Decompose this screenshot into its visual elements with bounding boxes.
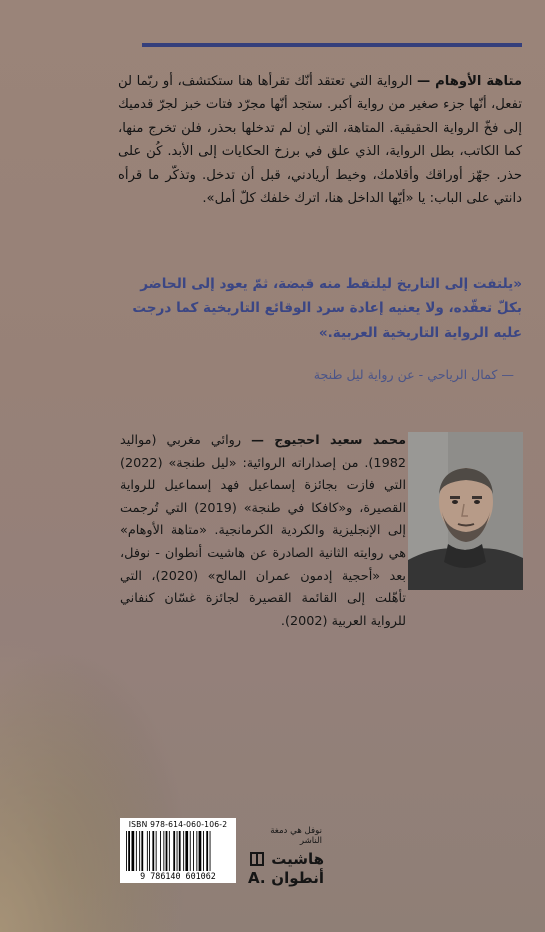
barcode-bar	[185, 831, 188, 871]
author-photo	[408, 432, 523, 590]
barcode-number: 9 786140 601062	[140, 871, 216, 881]
publisher-logo	[248, 850, 324, 890]
barcode-bar	[196, 831, 197, 871]
publisher-name-line2: أنطوان	[271, 869, 324, 887]
publisher-name-line1: هاشيت	[271, 850, 324, 868]
barcode-bar	[147, 831, 148, 871]
barcode-bar	[160, 831, 161, 871]
barcode-bar	[177, 831, 178, 871]
barcode-bar	[183, 831, 184, 871]
barcode-bar	[132, 831, 135, 871]
blurb-paragraph	[118, 70, 522, 210]
barcode-bar	[136, 831, 137, 871]
blurb-text: الرواية التي تعتقد أنّك تقرأها هنا ستكتشف، أو ربّما لن تفعل، أنّها جزء صغير من رواية أكبر. ستجد أنّها مجرّد فتات خبز لجرّ قدميك إلى فخّ الرواية الحقيقية. المتاهة، التي إن لم تدخلها بحذر، فلن تخرج منها، كما الكاتب، بطل الرواية، الذي علق في برزخ الحكايات إلى الأبد. كُن على حذر. جهّز أوراقك وأقلامك، وخيط أريادني، قبل أن تدخل. وتذكّر ما قرأه دانتي على الباب: يا «أيّها الداخل هنا، اترك خلفك كلّ أمل».	[118, 74, 522, 207]
publisher-mark-letter: A.	[248, 869, 266, 887]
barcode-bar	[199, 831, 202, 871]
barcode-bar	[139, 831, 140, 871]
author-name: محمد سعيد احجيوج —	[251, 433, 406, 448]
barcode-bar	[152, 831, 154, 871]
isbn-label: ISBN 978-614-060-106-2	[128, 820, 228, 829]
barcode-bar	[173, 831, 175, 871]
barcode-bar	[169, 831, 170, 871]
publisher-mark-icon	[250, 852, 264, 866]
barcode-block	[120, 818, 236, 883]
top-rule	[142, 43, 522, 47]
barcode-bar	[166, 831, 168, 871]
quote-attribution: — كمال الرياحي - عن رواية ليل طنجة	[313, 367, 514, 382]
author-bio-text: روائي مغربي (مواليد 1982). من إصداراته الروائية: «ليل طنجة» (2022) التي فازت بجائزة إسماعيل فهد إسماعيل للرواية القصيرة، و«كافكا في طنجة» (2019) التي تُرجمت إلى الإنجليزية والكردية الكرمانجية. «متاهة الأوهام» هي روايته الثانية الصادرة عن هاشيت أنطوان - نوفل، بعد «أحجية إدمون عمران المالح» (2020)، التي تأهّلت إلى القائمة القصيرة لجائزة غسّان كنفاني للرواية العربية (2002).	[120, 433, 406, 629]
barcode-bars	[126, 831, 230, 871]
publisher-note: نوفل هي دمغة الناشر	[270, 826, 322, 846]
barcode-bar	[156, 831, 157, 871]
barcode-bar	[126, 831, 127, 871]
barcode-bar	[128, 831, 130, 871]
barcode-bar	[141, 831, 143, 871]
barcode-bar	[149, 831, 150, 871]
barcode-bar	[190, 831, 191, 871]
barcode-bar	[210, 831, 211, 871]
blurb-title: متاهة الأوهام —	[416, 74, 523, 89]
author-bio	[120, 430, 406, 633]
review-quote: «يلتفت إلى التاريخ ليلتقط منه قبضة، ثمّ يعود إلى الحاضر بكلّ تعقّده، ولا يعنيه إعادة سرد الوقائع التاريخية كما درجت عليه الرواية التاريخية العربية.»	[132, 276, 522, 341]
barcode-bar	[163, 831, 164, 871]
barcode-bar	[206, 831, 208, 871]
barcode-bar	[203, 831, 204, 871]
barcode-bar	[193, 831, 194, 871]
barcode-bar	[179, 831, 181, 871]
